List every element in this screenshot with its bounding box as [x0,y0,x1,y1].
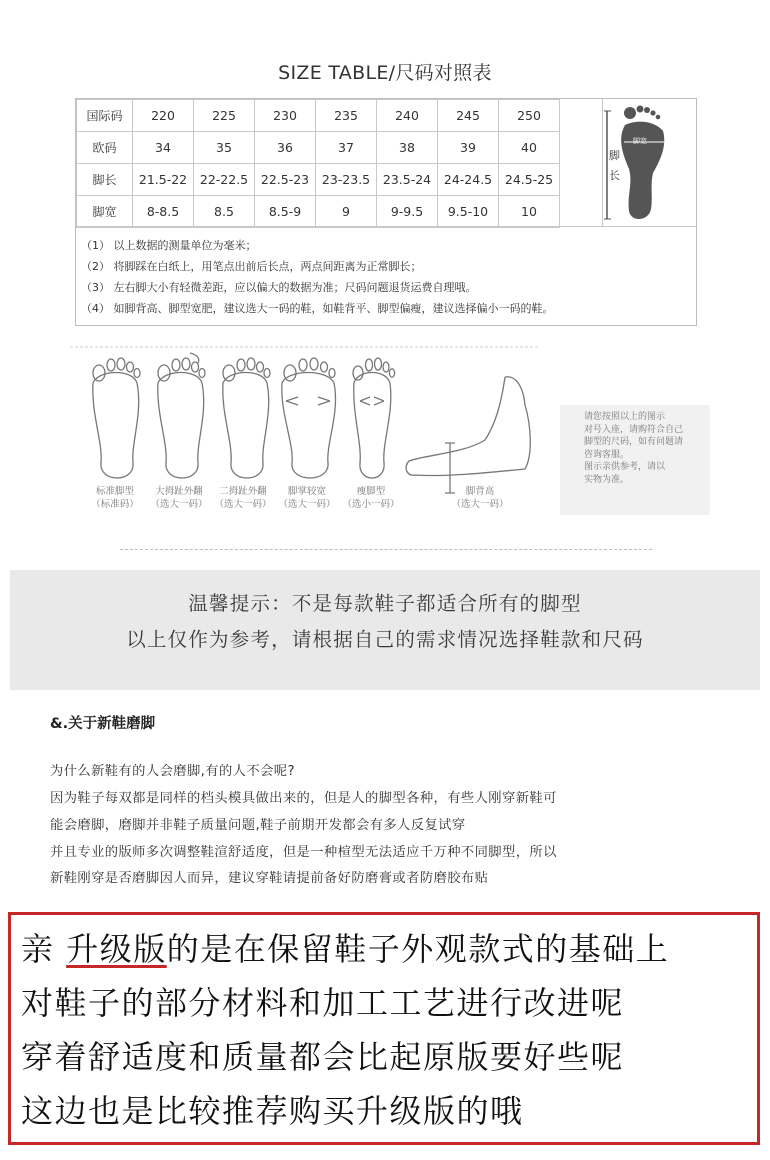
foot-length-label-1: 脚 [609,149,620,162]
size-cell: 230 [255,100,316,132]
foot-type-1-label: 标准脚型 （标准码） [91,486,139,510]
upgrade-highlight-box [8,912,760,1145]
foot-type-5-label: 瘦脚型 （选小一码） [342,486,400,510]
foot-type-4-label: 脚掌较宽 （选大一码） [278,486,336,510]
body-line-1: 为什么新鞋有的人会磨脚,有的人不会呢? [50,764,295,779]
size-cell: 24-24.5 [438,164,499,196]
size-cell: 235 [316,100,377,132]
note-2: （2） 将脚踩在白纸上，用笔点出前后长点，两点间距离为正常脚长； [81,260,422,273]
note-4: （4） 如脚背高、脚型宽肥，建议选大一码的鞋，如鞋背平、脚型偏瘦，建议选择偏小一码的鞋。 [81,302,554,315]
size-cell: 22.5-23 [255,164,316,196]
size-cell: 37 [316,132,377,164]
size-cell: 9 [316,196,377,228]
size-cell: 8.5 [194,196,255,228]
size-cell: 8.5-9 [255,196,316,228]
size-cell: 23.5-24 [377,164,438,196]
size-row [77,100,560,132]
size-row [77,196,560,228]
size-cell: 245 [438,100,499,132]
size-cell: 9-9.5 [377,196,438,228]
foot-type-illustrations [60,335,720,535]
note-3: （3） 左右脚大小有轻微差距，应以偏大的数据为准；尺码问题退货运费自理哦。 [81,281,477,294]
tip-line-1: 温馨提示：不是每款鞋子都适合所有的脚型 [188,592,582,615]
highlight-line-2: 对鞋子的部分材料和加工工艺进行改进呢 [21,984,625,1022]
section-title: &.关于新鞋磨脚 [50,716,156,732]
tip-banner [10,570,760,690]
size-cell: 21.5-22 [133,164,194,196]
foot-type-3-label: 二拇趾外翻 （选大一码） [214,486,272,510]
size-row [77,164,560,196]
footprint-icon [603,99,698,226]
size-row-label: 欧码 [77,132,133,164]
foot-width-label: 脚宽 [633,137,647,145]
upgrade-version-emphasis: 升级版 [66,930,167,968]
foot-type-6-label: 脚背高 （选大一码） [451,486,509,510]
size-row-label: 脚长 [77,164,133,196]
size-cell: 10 [499,196,560,228]
size-cell: 220 [133,100,194,132]
size-row-label: 脚宽 [77,196,133,228]
size-cell: 240 [377,100,438,132]
highlight-line-1: 亲 升级版的是在保留鞋子外观款式的基础上 [21,930,670,968]
foot-length-diagram [602,99,698,226]
size-table [76,99,560,228]
size-cell: 35 [194,132,255,164]
size-row-label: 国际码 [77,100,133,132]
highlight-line-4: 这边也是比较推荐购买升级版的哦 [21,1092,524,1130]
size-cell: 9.5-10 [438,196,499,228]
body-line-2: 因为鞋子每双都是同样的档头模具做出来的，但是人的脚型各种，有些人刚穿新鞋可 [50,791,557,806]
tip-line-2: 以上仅作为参考，请根据自己的需求情况选择鞋款和尺码 [126,628,644,651]
foot-type-2-label: 大拇趾外翻 （选大一码） [150,486,208,510]
foot-length-label-2: 长 [609,169,620,182]
size-cell: 38 [377,132,438,164]
size-row [77,132,560,164]
size-cell: 34 [133,132,194,164]
size-cell: 23-23.5 [316,164,377,196]
size-cell: 24.5-25 [499,164,560,196]
section-divider [120,549,652,550]
body-line-4: 并且专业的版师多次调整鞋渲舒适度，但是一种楦型无法适应千万种不同脚型，所以 [50,845,557,860]
size-cell: 40 [499,132,560,164]
size-cell: 39 [438,132,499,164]
size-cell: 8-8.5 [133,196,194,228]
note-1: （1） 以上数据的测量单位为毫米； [81,239,257,252]
size-table-panel [75,98,697,326]
side-note-box: 请您按照以上的图示 对号入座，请购符合自己 脚型的尺码，如有问题请 咨询客服。 图示亲供参考，请以 实物为准。 [560,405,710,515]
page-title: SIZE TABLE/尺码对照表 [278,62,492,84]
body-line-5: 新鞋刚穿是否磨脚因人而异，建议穿鞋请提前备好防磨膏或者防磨胶布贴 [50,871,489,886]
body-line-3: 能会磨脚，磨脚并非鞋子质量问题,鞋子前期开发都会有多人反复试穿 [50,818,466,833]
size-cell: 250 [499,100,560,132]
measurement-notes [76,226,696,325]
highlight-line-3: 穿着舒适度和质量都会比起原版要好些呢 [21,1038,625,1076]
size-cell: 36 [255,132,316,164]
size-cell: 22-22.5 [194,164,255,196]
size-cell: 225 [194,100,255,132]
